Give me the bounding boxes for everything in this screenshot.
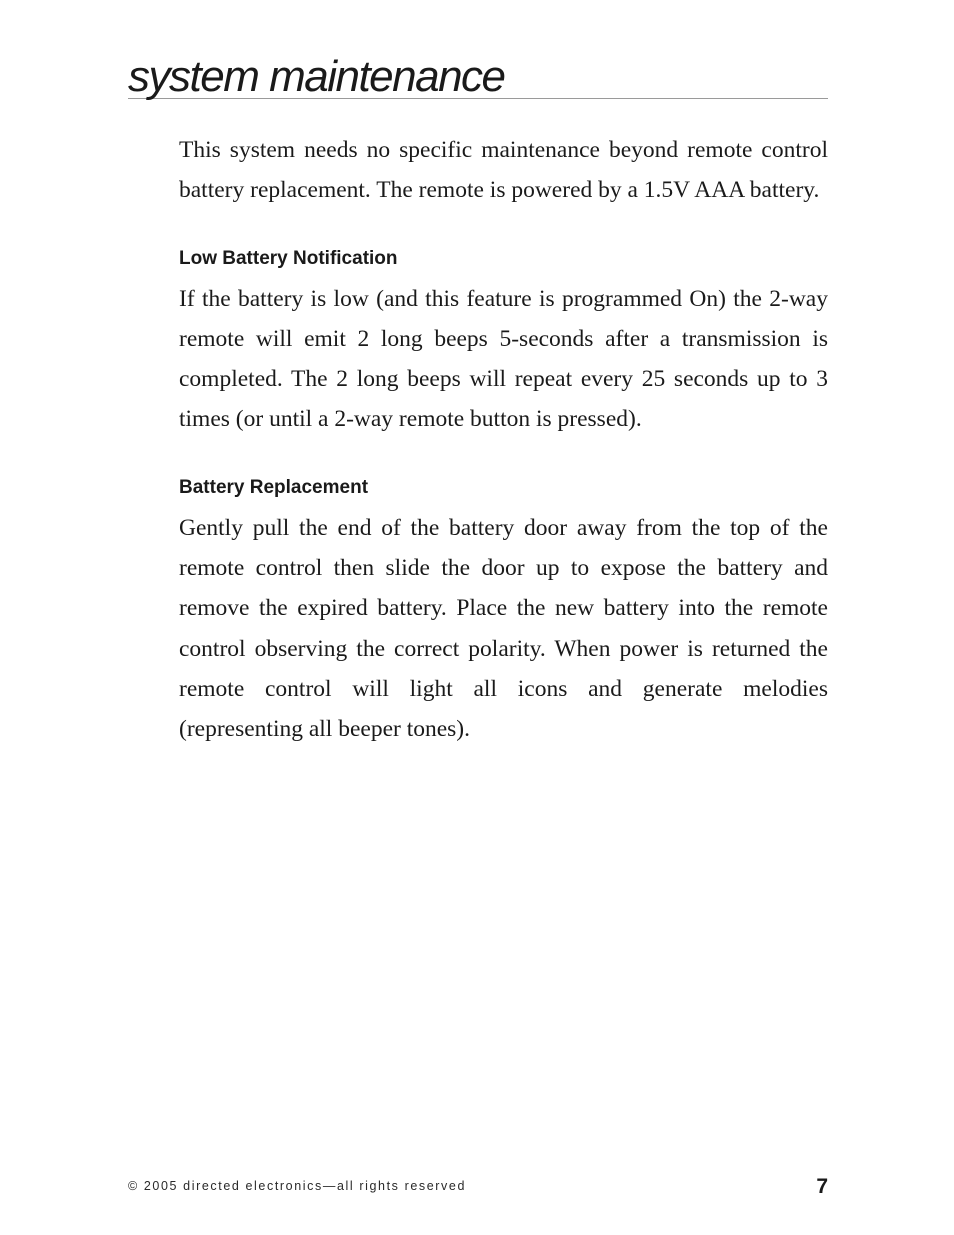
battery-replacement-paragraph: Gently pull the end of the battery door away from the top of the remote control then slide the door up to expose the battery and remove the expired battery. Place the new battery into the remote control observing the correct polarity. When power is returned the remote control will light all icons and generate melodies (representing all beeper tones). <box>179 514 828 743</box>
page-content <box>179 130 828 750</box>
intro-paragraph: This system needs no specific maintenance beyond remote control battery replacement. The remote is powered by a 1.5V AAA battery. <box>179 137 828 204</box>
page-title: system maintenance <box>128 52 505 101</box>
low-battery-paragraph: If the battery is low (and this feature is programmed On) the 2-way remote will emit 2 long beeps 5-seconds after a transmission is completed. The 2 long beeps will repeat every 25 seconds up to 3 times (or until a 2-way remote button is pressed). <box>179 285 828 433</box>
section-heading-low-battery: Low Battery Notification <box>179 247 398 269</box>
page-number: 7 <box>816 1175 828 1198</box>
section-heading-battery-replacement: Battery Replacement <box>179 476 369 498</box>
footer-copyright: © 2005 directed electronics—all rights reserved <box>128 1179 467 1193</box>
page-header <box>128 52 828 99</box>
